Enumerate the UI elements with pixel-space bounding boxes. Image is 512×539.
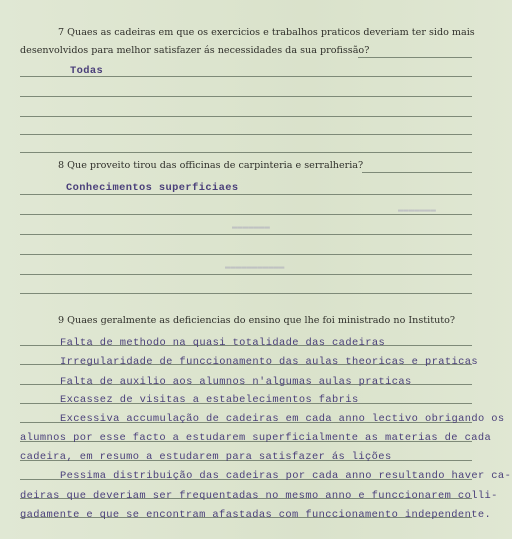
question-9-answer-line: cadeira, em resumo a estudarem para satisfazer ás lições: [20, 451, 392, 463]
question-7-line-2: desenvolvidos para melhor satisfazer ás necessidades da sua profissão?: [20, 45, 370, 56]
question-8-answer: Conhecimentos superficiaes: [66, 182, 239, 194]
question-9-answer-line: Irregularidade de funccionamento das aulas theoricas e praticas: [60, 356, 479, 368]
answer-line: [20, 234, 472, 235]
question-9-line-1: 9 Quaes geralmente as deficiencias do ensino que lhe foi ministrado no Instituto?: [58, 315, 456, 326]
answer-line: [20, 194, 472, 195]
question-9-answer-line: Excessiva accumulação de cadeiras em cada anno lectivo obrigando os: [60, 413, 505, 425]
answer-line: [20, 152, 472, 153]
answer-line: [20, 274, 472, 275]
bleed-through-mark: ▬▬▬▬▬▬▬: [398, 205, 436, 215]
question-7-line-1: 7 Quaes as cadeiras em que os exercicios e trabalhos praticos deveriam ter sido mais: [58, 27, 475, 38]
answer-line: [362, 172, 472, 173]
question-9-answer-line: deiras que deveriam ser frequentadas no mesmo anno e funccionarem colli-: [20, 490, 498, 502]
question-9-answer-line: Falta de auxilio aos alumnos n'algumas aulas praticas: [60, 376, 412, 388]
answer-line: [20, 214, 472, 215]
question-9-answer-line: alumnos por esse facto a estudarem superficialmente as materias de cada: [20, 432, 492, 444]
bleed-through-mark: ▬▬▬▬▬▬▬: [232, 222, 270, 232]
question-9-answer-line: Falta de methodo na quasi totalidade das cadeiras: [60, 337, 386, 349]
question-9-answer-line: Excassez de visitas a estabelecimentos fabris: [60, 394, 359, 406]
answer-line: [20, 116, 472, 117]
answer-line: [20, 134, 472, 135]
answer-line: [20, 96, 472, 97]
question-7-answer: Todas: [70, 65, 104, 77]
question-9-answer-line: gadamente e que se encontram afastadas com funccionamento independente.: [20, 509, 492, 521]
answer-line: [20, 254, 472, 255]
answer-line: [358, 57, 472, 58]
question-9-answer-line: Pessima distribuição das cadeiras por cada anno resultando haver ca-: [60, 470, 512, 482]
question-8-line-1: 8 Que proveito tirou das officinas de carpinteria e serralheria?: [58, 160, 364, 171]
bleed-through-mark: ▬▬▬▬▬▬▬▬▬▬▬: [225, 262, 285, 272]
answer-line: [20, 293, 472, 294]
